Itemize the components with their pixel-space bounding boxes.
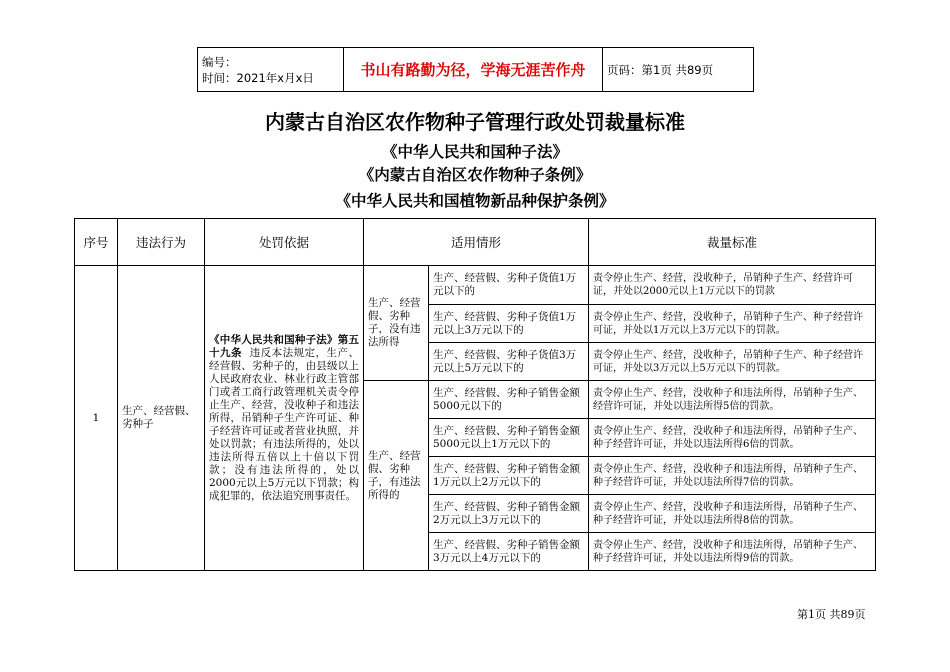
case-cell: 生产、经营假、劣种子货值3万元以上5万元以下的 [429,343,589,381]
standard-cell: 责令停止生产、经营，没收种子和违法所得，吊销种子生产、种子经营许可证，并处以违法所得6倍的罚款。 [589,419,876,457]
case-cell: 生产、经营假、劣种子货值1万元以上3万元以下的 [429,305,589,343]
time-label: 时间：2021年x月x日 [202,70,314,85]
case-cell: 生产、经营假、劣种子销售金额5000元以下的 [429,381,589,419]
page-title: 内蒙古自治区农作物种子管理行政处罚裁量标准 [265,110,685,134]
standard-cell: 责令停止生产、经营，没收种子和违法所得，吊销种子生产、种子经营许可证，并处以违法所得9倍的罚款。 [589,533,876,571]
basis-text: 违反本法规定，生产、经营假、劣种子的，由县级以上人民政府农业、林业行政主管部门或者工商行政管理机关责令停止生产、经营，没收种子和违法所得，吊销种子生产许可证、种子经营许可证或者营业执照，并处以罚款；有违法所得的，处以违法所得五倍以上十倍以下罚款；没有违法所得的，处以2000元以上5万元以下罚款；构成犯罪的，依法追究刑事责任。 [209,346,360,502]
standard-cell: 责令停止生产、经营，没收种子，吊销种子生产、种子经营许可证，并处以3万元以上5万元以下的罚款。 [589,343,876,381]
code-label: 编号： [202,54,237,69]
standard-cell: 责令停止生产、经营，没收种子，吊销种子生产、种子经营许可证，并处以1万元以上3万元以下的罚款。 [589,305,876,343]
case-cell: 生产、经营假、劣种子货值1万元以下的 [429,266,589,305]
header-situation: 适用情形 [364,219,589,266]
group-label-no-income: 生产、经营假、劣种子，没有违法所得 [364,266,429,381]
table-row [75,266,876,305]
group-label-with-income: 生产、经营假、劣种子，有违法所得的 [364,381,429,571]
standard-cell: 责令停止生产、经营，没收种子，吊销种子生产、经营许可证，并处以2000元以上1万元以下的罚款 [589,266,876,305]
cell-basis [205,266,364,571]
basis-article: 《中华人民共和国种子法》第五十九条 [209,333,359,359]
case-cell: 生产、经营假、劣种子销售金额2万元以上3万元以下的 [429,495,589,533]
standard-cell: 责令停止生产、经营，没收种子和违法所得，吊销种子生产、种子经营许可证，并处以违法所得8倍的罚款。 [589,495,876,533]
header-seq: 序号 [75,219,118,266]
law-title-2: 《内蒙古自治区农作物种子条例》 [358,165,592,184]
standard-cell: 责令停止生产、经营，没收种子和违法所得，吊销种子生产、种子经营许可证，并处以违法所得7倍的罚款。 [589,457,876,495]
table-header-row [75,219,876,266]
cell-seq: 1 [75,266,118,571]
header-basis: 处罚依据 [205,219,364,266]
document-header [197,47,754,92]
cell-violation: 生产、经营假、劣种子 [118,266,205,571]
law-title-1: 《中华人民共和国种子法》 [381,142,568,161]
header-meta [198,48,344,92]
case-cell: 生产、经营假、劣种子销售金额1万元以上2万元以下的 [429,457,589,495]
case-cell: 生产、经营假、劣种子销售金额5000元以上1万元以下的 [429,419,589,457]
header-standard: 裁量标准 [589,219,876,266]
penalty-table [74,218,876,571]
page-footer: 第1页 共89页 [797,608,866,621]
case-cell: 生产、经营假、劣种子销售金额3万元以上4万元以下的 [429,533,589,571]
header-motto: 书山有路勤为径，学海无涯苦作舟 [344,48,603,92]
standard-cell: 责令停止生产、经营，没收种子和违法所得，吊销种子生产、经营许可证，并处以违法所得5倍的罚款。 [589,381,876,419]
law-title-3: 《中华人民共和国植物新品种保护条例》 [335,191,615,210]
header-violation: 违法行为 [118,219,205,266]
header-page: 页码：第1页 共89页 [603,48,754,92]
